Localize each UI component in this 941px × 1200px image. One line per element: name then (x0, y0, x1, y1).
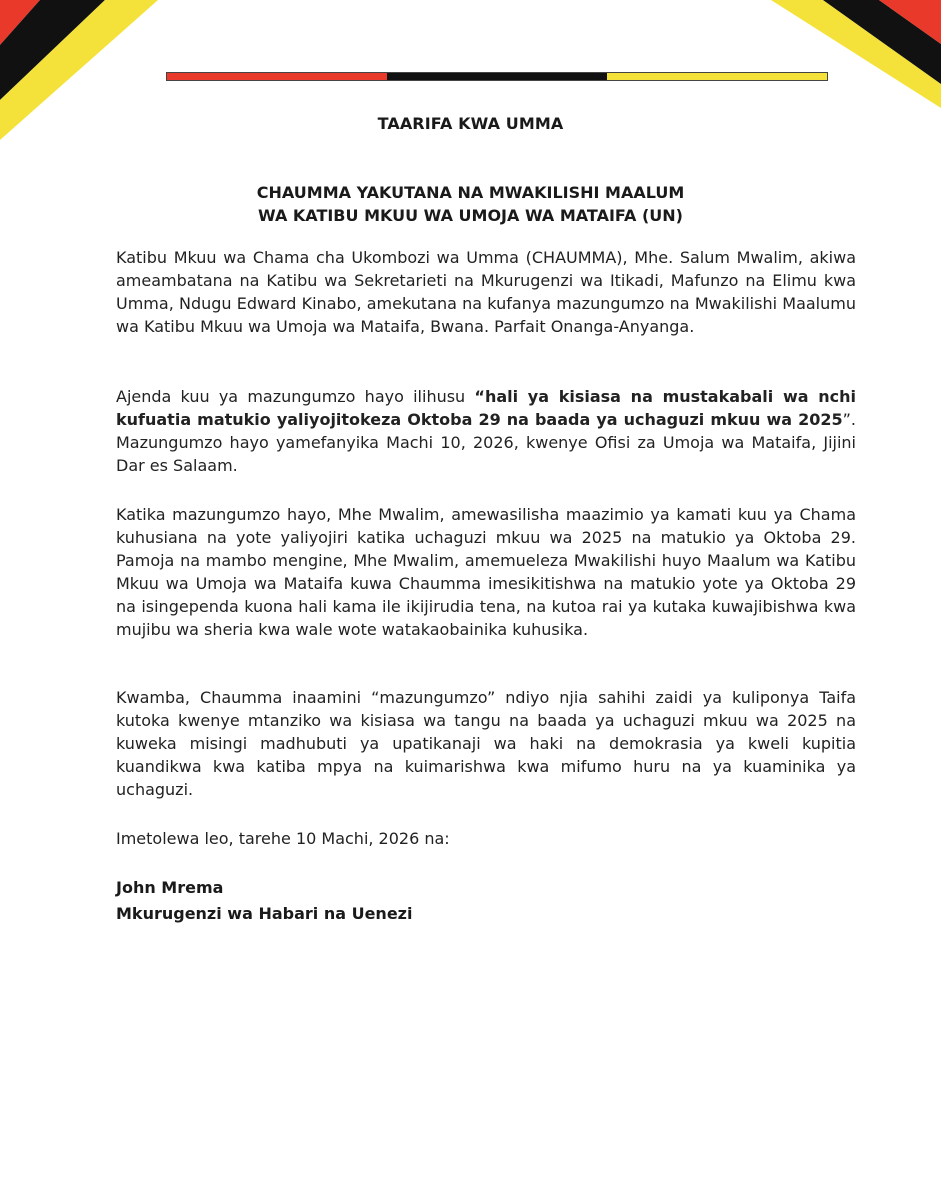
bar-black-segment (387, 73, 607, 80)
paragraph-3: Katika mazungumzo hayo, Mhe Mwalim, amewasilisha maazimio ya kamati kuu ya Chama kuhusiana na yote yaliyojiri katika uchaguzi mkuu wa 2025 na matukio ya Oktoba 29. Pamoja na mambo mengine, Mhe Mwalim, amemueleza Mwakilishi huyo Maalum wa Katibu Mkuu wa Umoja wa Mataifa kuwa Chaumma imesikitishwa na matukio yote ya Oktoba 29 na isingependa kuona hali kama ile ikijirudia tena, na kutoa rai ya kutaka kuwajibishwa kwa mujibu wa sheria kwa wale wote watakaobainika kuhusika. (116, 505, 856, 639)
paragraph-2-rest: ”. Mazungumzo hayo yamefanyika Machi 10, 2026, kwenye Ofisi za Umoja wa Mataifa, Jijini Dar es Salaam. (116, 410, 856, 475)
title-line-2: WA KATIBU MKUU WA UMOJA WA MATAIFA (UN) (258, 206, 683, 225)
signatory-name: John Mrema (116, 878, 224, 897)
paragraph-2-emphasis: “hali ya kisiasa na mustakabali wa nchi kufuatia matukio yaliyojitokeza Oktoba 29 na baada ya uchaguzi mkuu wa 2025 (116, 387, 856, 429)
corner-stripes-right (771, 0, 941, 110)
bar-yellow-segment (607, 73, 827, 80)
document-title (0, 181, 941, 227)
bar-red-segment (167, 73, 387, 80)
paragraph-1: Katibu Mkuu wa Chama cha Ukombozi wa Umma (CHAUMMA), Mhe. Salum Mwalim, akiwa ameambatana na Katibu wa Sekretarieti na Mkurugenzi wa Itikadi, Mafunzo na Elimu kwa Umma, Ndugu Edward Kinabo, amekutana na kufanya mazungumzo na Mwakilishi Maalumu wa Katibu Mkuu wa Umoja wa Mataifa, Bwana. Parfait Onanga-Anyanga. (116, 248, 856, 336)
paragraph-4: Kwamba, Chaumma inaamini “mazungumzo” ndiyo njia sahihi zaidi ya kuliponya Taifa kutoka kwenye mtanziko wa kisiasa wa tangu na baada ya uchaguzi mkuu wa 2025 na kuweka misingi madhubuti ya upatikanaji wa haki na demokrasia ya kweli kupitia kuandikwa kwa katiba mpya na kuimarishwa kwa mifumo huru na ya kuaminika ya uchaguzi. (116, 688, 856, 799)
document-heading: TAARIFA KWA UMMA (377, 114, 564, 133)
title-line-1: CHAUMMA YAKUTANA NA MWAKILISHI MAALUM (256, 183, 685, 202)
closing-line: Imetolewa leo, tarehe 10 Machi, 2026 na: (116, 829, 450, 848)
paragraph-2-intro: Ajenda kuu ya mazungumzo hayo ilihusu (116, 387, 475, 406)
signatory-title: Mkurugenzi wa Habari na Uenezi (116, 904, 413, 923)
tricolor-header-bar (166, 72, 828, 81)
paragraph-2 (116, 385, 856, 477)
